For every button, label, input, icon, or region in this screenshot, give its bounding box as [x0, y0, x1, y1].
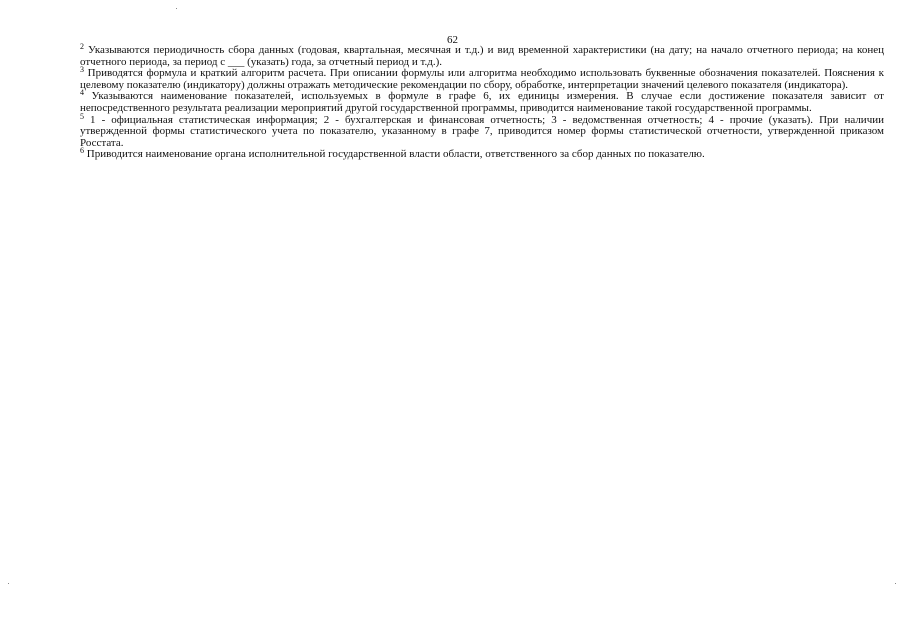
footnote-text: Приводится наименование органа исполнительной государственной власти области, ответственного за сбор данных по показателю.: [84, 148, 705, 161]
footnote-marker: 2: [80, 42, 84, 51]
footnotes-block: [80, 42, 884, 161]
footnote-marker: 4: [80, 88, 84, 98]
footnote-4: [80, 88, 884, 114]
footnote-3: [80, 65, 884, 91]
footnote-5: [80, 111, 884, 150]
footnote-text: Указываются наименование показателей, используемых в формуле в графе 6, их единицы измерения. В случае если достижение показателя зависит от непосредственного результата реализации мероприятий другой государственной программы, приводится наименование такой государственной программы.: [80, 90, 884, 114]
footnote-text: Приводятся формула и краткий алгоритм расчета. При описании формулы или алгоритма необходимо использовать буквенные обозначения показателей. Пояснения к целевому показателю (индикатору) должны отражать методические рекомендации по сбору, обработке, интерпретации значений целевого показателя (индикатора).: [80, 67, 884, 91]
footnote-marker: 3: [80, 65, 84, 75]
scan-speck: [895, 583, 896, 584]
page-number: 62: [447, 34, 458, 46]
footnote-text: 1 - официальная статистическая информация; 2 - бухгалтерская и финансовая отчетность; 3 - ведомственная отчетность; 4 - прочие (указать). При наличии утвержденной формы статистического учета по показателю, указанному в графе 7, приводится номер формы статистической отчетности, утвержденной приказом Росстата.: [80, 113, 884, 149]
footnote-text: Указываются периодичность сбора данных (годовая, квартальная, месячная и т.д.) и вид временной характеристики (на дату; на начало отчетного периода; на конец отчетного периода, за период с ___ (указать) года, за отчетный период и т.д.).: [80, 44, 884, 68]
footnote-2: [80, 42, 884, 68]
scan-speck: [176, 8, 177, 9]
footnote-marker: 6: [80, 146, 84, 156]
footnote-6: [80, 146, 884, 161]
footnote-marker: 5: [80, 111, 84, 121]
scan-speck: [8, 583, 9, 584]
